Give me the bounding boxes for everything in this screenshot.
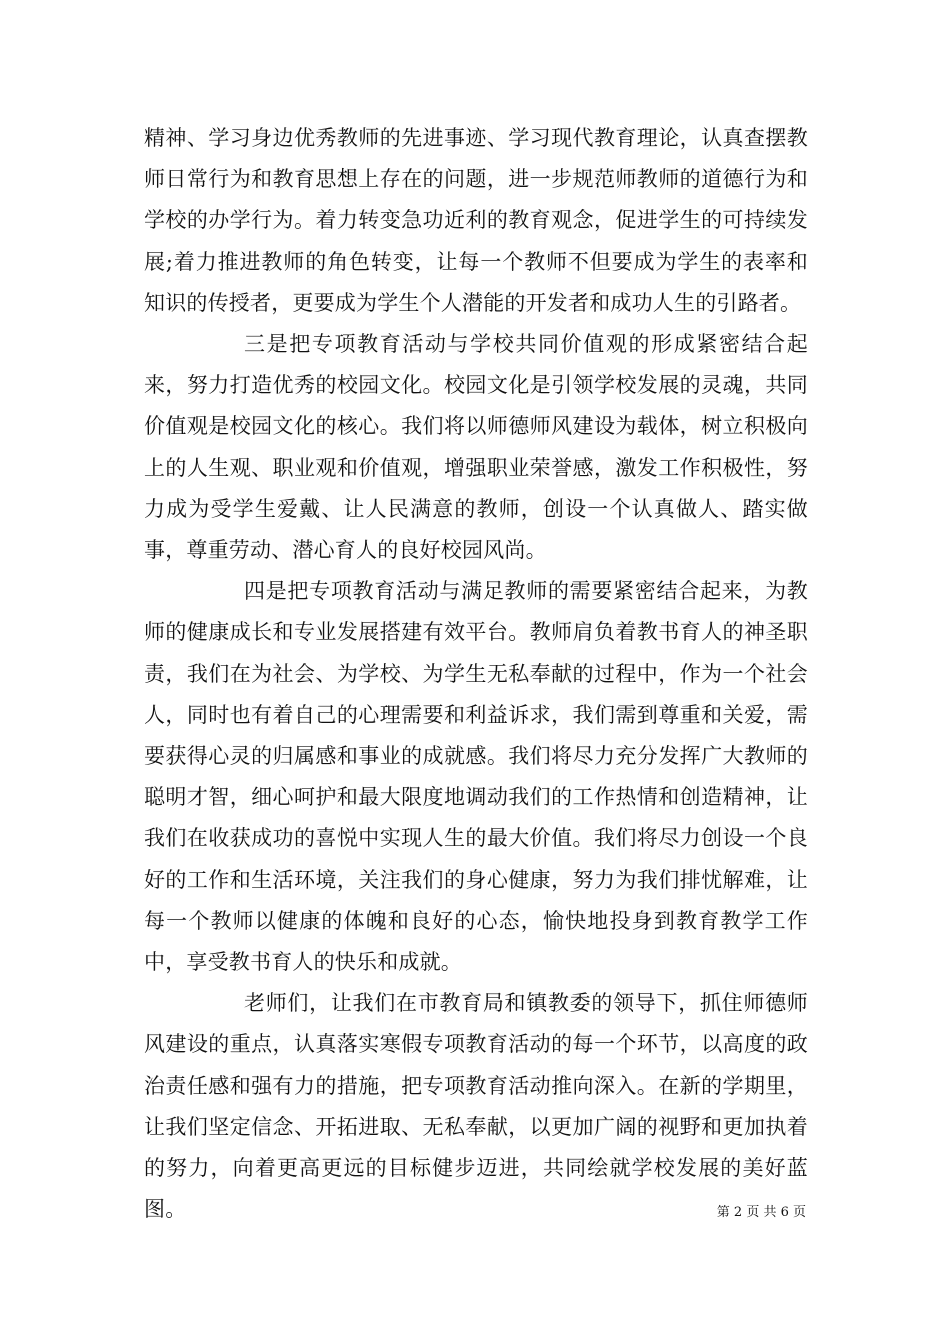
paragraph-four: 四是把专项教育活动与满足教师的需要紧密结合起来，为教师的健康成长和专业发展搭建有效平台。教师肩负着教书育人的神圣职责，我们在为社会、为学校、为学生无私奉献的过程中，作为一个社会人，同时也有着自己的心理需要和利益诉求，我们需到尊重和关爱，需要获得心灵的归属感和事业的成就感。我们将尽力充分发挥广大教师的聪明才智，细心呵护和最大限度地调动我们的工作热情和创造精神，让我们在收获成功的喜悦中实现人生的最大价值。我们将尽力创设一个良好的工作和生活环境，关注我们的身心健康，努力为我们排忧解难，让每一个教师以健康的体魄和良好的心态，愉快地投身到教育教学工作中，享受教书育人的快乐和成就。 [144,579,808,975]
page-number-footer [717,1205,806,1221]
paragraph-three: 三是把专项教育活动与学校共同价值观的形成紧密结合起来，努力打造优秀的校园文化。校园文化是引领学校发展的灵魂，共同价值观是校园文化的核心。我们将以师德师风建设为载体，树立积极向上的人生观、职业观和价值观，增强职业荣誉感，激发工作积极性，努力成为受学生爱戴、让人民满意的教师，创设一个认真做人、踏实做事，尊重劳动、潜心育人的良好校园风尚。 [144,332,808,563]
page-number-label: 第 2 页 共 6 页 [716,1205,806,1220]
paragraph-continuation: 精神、学习身边优秀教师的先进事迹、学习现代教育理论，认真查摆教师日常行为和教育思想上存在的问题，进一步规范师教师的道德行为和学校的办学行为。着力转变急功近利的教育观念，促进学生的可持续发展;着力推进教师的角色转变，让每一个教师不但要成为学生的表率和知识的传授者，更要成为学生个人潜能的开发者和成功人生的引路者。 [144,126,808,315]
document-body [144,118,808,1230]
paragraph-closing: 老师们，让我们在市教育局和镇教委的领导下，抓住师德师风建设的重点，认真落实寒假专项教育活动的每一个环节，以高度的政治责任感和强有力的措施，把专项教育活动推向深入。在新的学期里，让我们坚定信念、开拓进取、无私奉献，以更加广阔的视野和更加执着的努力，向着更高更远的目标健步迈进，共同绘就学校发展的美好蓝图。 [144,991,808,1222]
